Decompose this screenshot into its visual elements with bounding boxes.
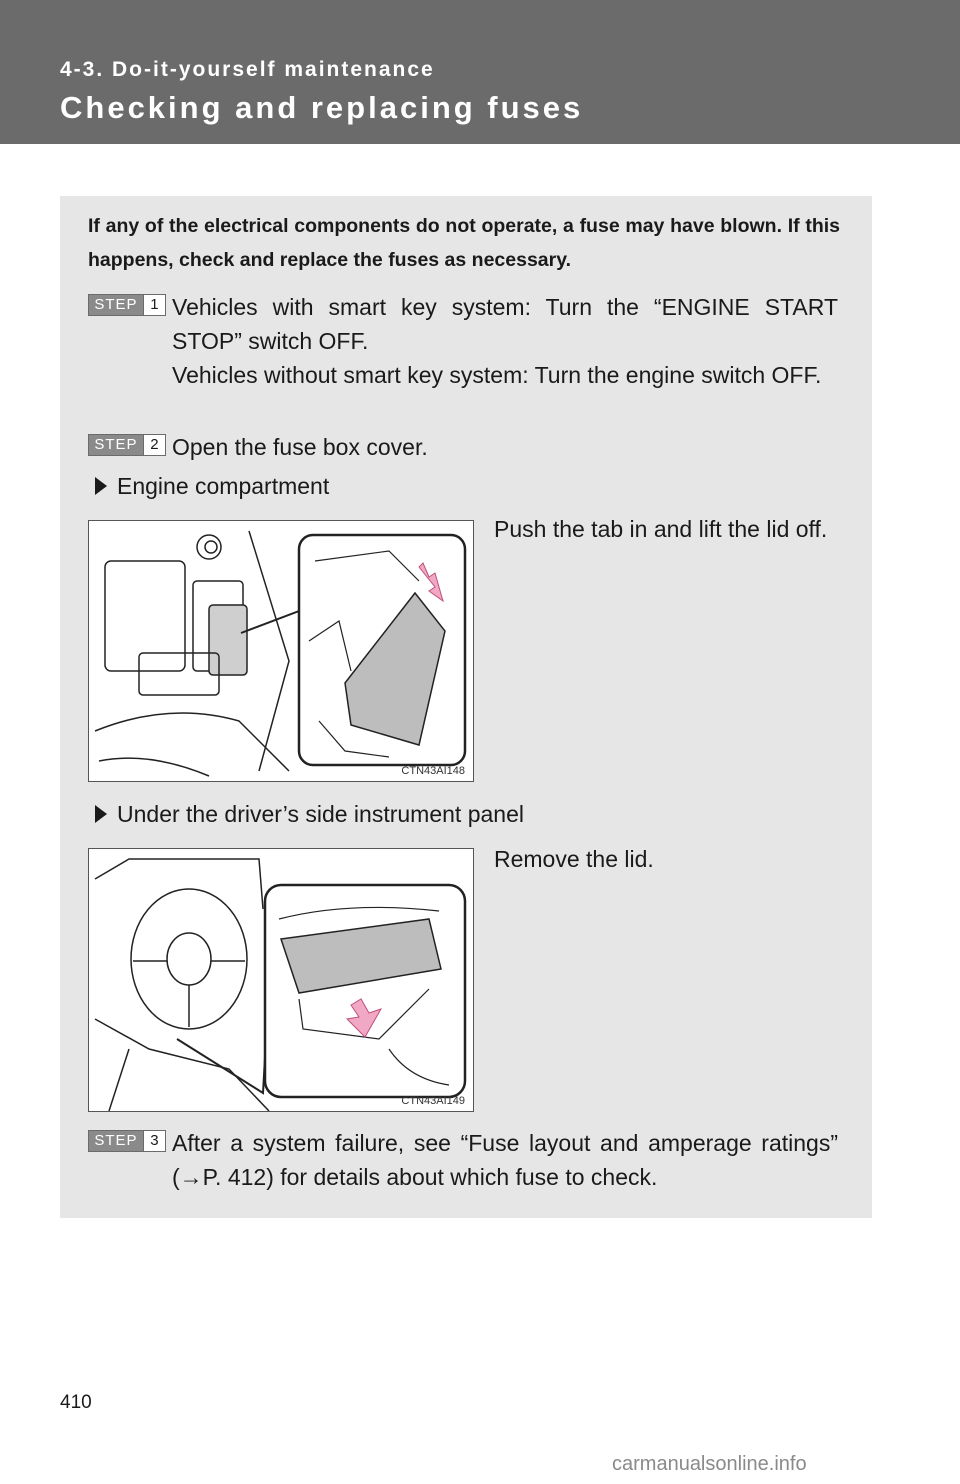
figure-code: CTN43AI148 <box>401 765 465 777</box>
step-label: STEP <box>94 296 138 313</box>
page-reference-link: P. 412) for details about which fuse to check. <box>202 1164 658 1190</box>
step-2-badge <box>88 434 166 456</box>
step-label: STEP <box>94 1132 138 1149</box>
page-number: 410 <box>60 1392 92 1413</box>
arrow-icon: → <box>179 1164 203 1190</box>
location-1-instruction: Push the tab in and lift the lid off. <box>494 516 828 542</box>
step-number: 3 <box>143 1131 165 1151</box>
location-2-title: Under the driver’s side instrument panel <box>117 801 524 827</box>
location-1-title: Engine compartment <box>117 473 330 499</box>
step-1-line-2: Vehicles without smart key system: Turn the engine switch OFF. <box>172 362 822 388</box>
bullet-arrow-icon <box>95 805 107 823</box>
step-2-text: Open the fuse box cover. <box>172 434 428 460</box>
page-title: Checking and replacing fuses <box>60 90 584 125</box>
step-number: 2 <box>143 435 165 455</box>
step-1-badge <box>88 294 166 316</box>
engine-compartment-figure <box>88 520 474 782</box>
location-2-instruction: Remove the lid. <box>494 846 654 872</box>
section-label: 4-3. Do-it-yourself maintenance <box>60 58 435 81</box>
figure-code: CTN43AI149 <box>401 1095 465 1107</box>
instrument-panel-figure <box>88 848 474 1112</box>
step-1-line-1: Vehicles with smart key system: Turn the “ENGINE START STOP” switch OFF. <box>172 294 838 354</box>
step-3-text <box>172 1126 838 1194</box>
intro-text: If any of the electrical components do not operate, a fuse may have blown. If this happens, check and replace the fuses as necessary. <box>88 215 840 271</box>
page-header <box>0 0 960 144</box>
step-number: 1 <box>143 295 165 315</box>
instrument-panel-illustration <box>89 849 473 1111</box>
bullet-arrow-icon <box>95 477 107 495</box>
engine-compartment-illustration <box>89 521 473 781</box>
step-label: STEP <box>94 436 138 453</box>
watermark: carmanualsonline.info <box>612 1453 807 1475</box>
step-3-badge <box>88 1130 166 1152</box>
step-3-text-before: After a system failure, see “Fuse layout and amperage ratings” ( <box>172 1130 838 1190</box>
